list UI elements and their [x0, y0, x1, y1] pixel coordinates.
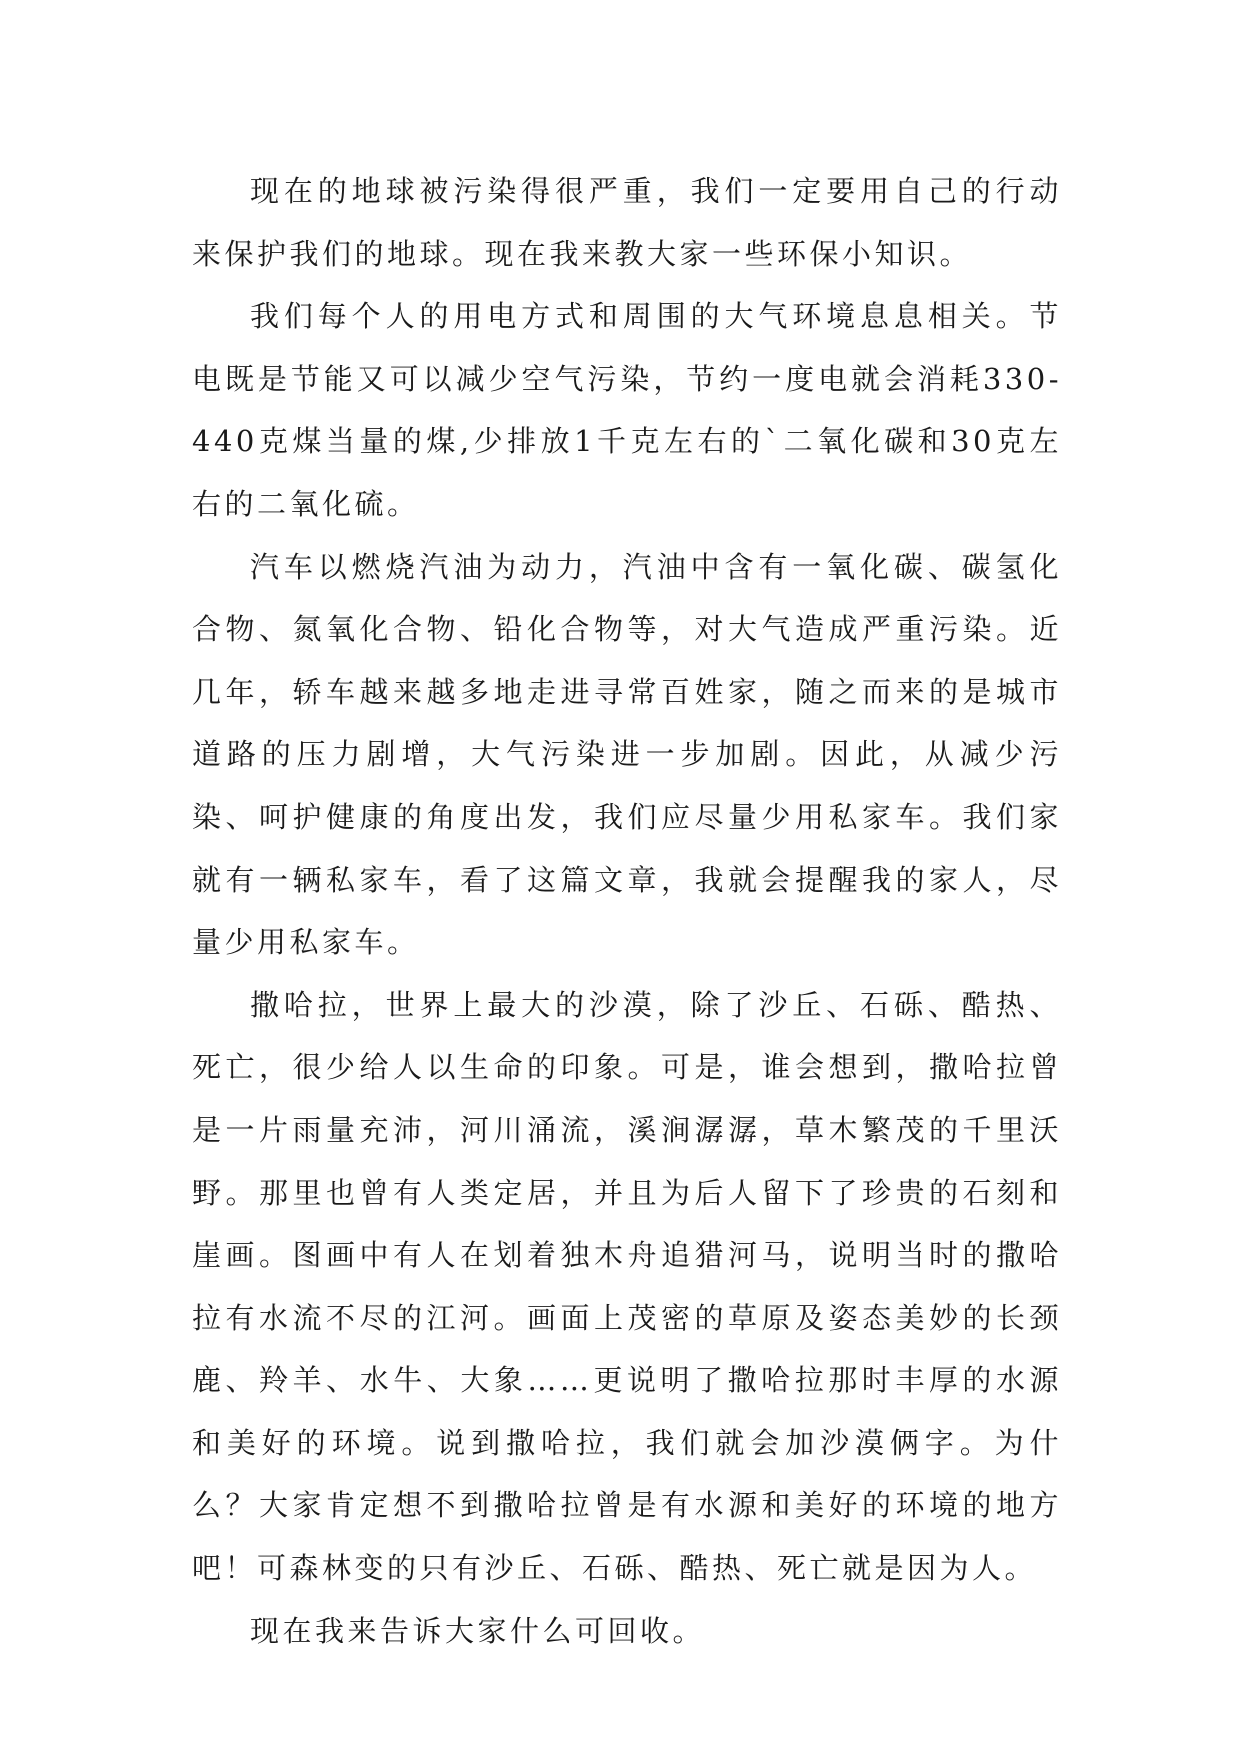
- paragraph: 我们每个人的用电方式和周围的大气环境息息相关。节电既是节能又可以减少空气污染，节约一度电就会消耗330-440克煤当量的煤,少排放1千克左右的`二氧化碳和30克左右的二氧化硫。: [192, 299, 1062, 521]
- paragraph: 现在的地球被污染得很严重，我们一定要用自己的行动来保护我们的地球。现在我来教大家一些环保小知识。: [192, 174, 1062, 271]
- paragraph: 汽车以燃烧汽油为动力，汽油中含有一氧化碳、碳氢化合物、氮氧化合物、铅化合物等，对大气造成严重污染。近几年，轿车越来越多地走进寻常百姓家，随之而来的是城市道路的压力剧增，大气污染进一步加剧。因此，从减少污染、呵护健康的角度出发，我们应尽量少用私家车。我们家就有一辆私家车，看了这篇文章，我就会提醒我的家人，尽量少用私家车。: [192, 549, 1062, 960]
- paragraph: 撒哈拉，世界上最大的沙漠，除了沙丘、石砾、酷热、死亡，很少给人以生命的印象。可是，谁会想到，撒哈拉曾是一片雨量充沛，河川涌流，溪涧潺潺，草木繁茂的千里沃野。那里也曾有人类定居，并且为后人留下了珍贵的石刻和崖画。图画中有人在划着独木舟追猎河马，说明当时的撒哈拉有水流不尽的江河。画面上茂密的草原及姿态美妙的长颈鹿、羚羊、水牛、大象……更说明了撒哈拉那时丰厚的水源和美好的环境。说到撒哈拉，我们就会加沙漠俩字。为什么？大家肯定想不到撒哈拉曾是有水源和美好的环境的地方吧！可森林变的只有沙丘、石砾、酷热、死亡就是因为人。: [192, 987, 1062, 1586]
- paragraph: 现在我来告诉大家什么可回收。: [250, 1613, 706, 1648]
- document-body: [192, 160, 1062, 1662]
